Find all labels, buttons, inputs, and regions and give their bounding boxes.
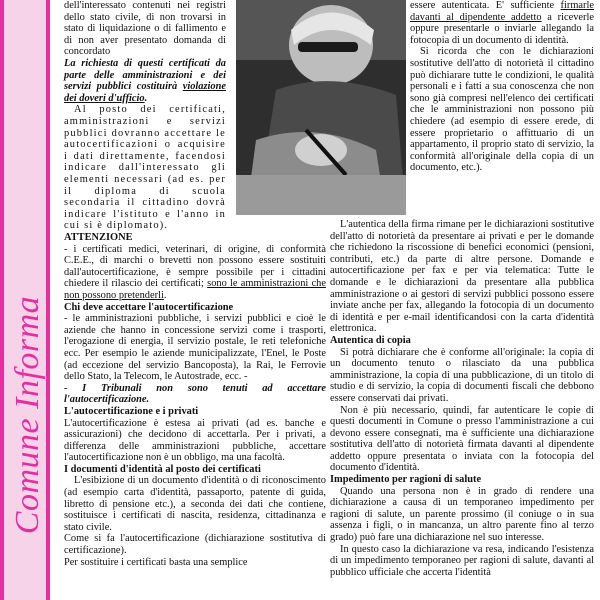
section-heading: ATTENZIONE [64,232,133,243]
paragraph: Non è più necessario, quindi, far autenticare le copie di questi documenti in Comune o presso l'amministrazione a cui devono essere consegnati, ma è sufficiente una dichiarazione sostitutiva dell'atto di notorietà firmata davanti al dipendente addetto oppure presentata o inviata con la fotocopia del documento d'identità. [330,404,594,474]
section-heading: Autentica di copia [330,334,411,346]
person-signing-icon [236,0,406,215]
paragraph: La richiesta di questi certificati da parte delle amministrazioni e dei servizi pubblici costituirà violazione dei doveri d'ufficio. [64,57,226,104]
paragraph: Per sostituire i certificati basta una semplice [64,556,248,568]
paragraph: - I Tribunali non sono tenuti ad accettare l'autocertificazione. [64,382,326,406]
paragraph: dell'interessato contenuti nei registri dello stato civile, di non trovarsi in stato di liquidazione o di fallimento e di non aver presentato domanda di concordato [64,0,226,58]
section-heading: L'autocertificazione e i privati [64,405,199,417]
paragraph: - le amministrazioni pubbliche, i servizi pubblici e cioè le aziende che hanno in concessione servizi come i trasporti, l'erogazione di energia, il servizio postale, le reti telefoniche ecc. Per esempio le aziende municipalizzate, l'Enel, le Poste (ad eccezione del servizio Bancoposta), la Rai, le Ferrovie dello Stato, la Telecom, le Autostrade, ecc. - [64,313,326,383]
paragraph: Come si fa l'autocertificazione (dichiarazione sostitutiva di certificazione). [64,533,326,557]
paragraph: - i certificati medici, veterinari, di origine, di conformità C.E.E., di marchi o brevetti non possono essere sostituiti dall'autocertificazione, è sempre possibile per i cittadini chiedere il rilascio dei certificati; sono le amministrazioni che non possono pretenderli. [64,243,326,301]
section-heading: I documenti d'identità al posto dei certificati [64,463,261,475]
paragraph: L'autocertificazione è estesa ai privati (ad es. banche e assicurazioni) che decidono di accettarla. Per i privati, a differenza delle amministrazioni pubbliche, accettare l'autocertificazione non è un obbligo, ma una facoltà. [64,417,326,464]
paragraph: essere autenticata. E' sufficiente firmarle davanti al dipendente addetto a riceverle oppure presentarle o inviarle allegando la fotocopia di un documento di identità. [410,0,594,46]
paragraph: In questo caso la dichiarazione va resa, indicando l'esistenza di un impedimento temporaneo per ragioni di salute, davanti al pubblico ufficiale che accerta l'identità [330,543,594,578]
sidebar-band [0,0,50,600]
section-heading: Impedimento per ragioni di salute [330,474,482,486]
right-column-top [410,0,594,174]
newsletter-title: Comune Informa [9,295,46,535]
section-heading: Chi deve accettare l'autocertificazione [64,301,234,313]
paragraph: L'autentica della firma rimane per le dichiarazioni sostitutive dell'atto di notorietà da presentare ai privati e per le domande che richiedono la riscossione di benefici economici (pensioni, contributi, etc.) da parte di altre persone. Domande e autocertificazione per fax e per via telematica: Tutte le domande e le dichiarazioni da presentare alla pubblica amministrazione o ai gestori di servizi pubblici possono essere inviate anche per fax, allegando la fotocopia di un documento di identità e per e-mail identificandosi con la carta d'identità elettronica. [330,219,594,335]
paragraph: Al posto dei certificati, amministrazioni e servizi pubblici dovranno accettare le autocertificazioni o acquisire i dati direttamente, facendosi indicare dall'interessato gli elementi necessari (ad es. per il diploma di scuola secondaria il cittadino dovrà indicare l'istituto e l'anno in cui si è diplomato). [64,104,226,232]
right-column-bottom [330,219,594,578]
paragraph: L'esibizione di un documento d'identità o di riconoscimento (ad esempio carta d'identità, passaporto, patente di guida, libretto di pensione etc.), a seconda dei dati che contiene, sostituisce i certificati di nascita, residenza, cittadinanza e stato civile. [64,475,326,533]
left-column-top [64,0,226,232]
paragraph: Quando una persona non è in grado di rendere una dichiarazione a causa di un temporaneo impedimento per ragioni di salute, un parente prossimo (il coniuge o in sua assenza i figli, o in mancanza, un altro parente fino al terzo grado) può fare una dichiarazione nel suo interesse. [330,485,594,544]
left-column-bottom [64,232,326,568]
paragraph: Si potrà dichiarare che è conforme all'originale: la copia di un documento tenuto o rilasciato da una pubblica amministrazione, la copia di una pubblicazione, di un titolo di studio e di servizio, la copia di documenti fiscali che debbono essere conservati dai privati. [330,346,594,404]
paragraph: Si ricorda che con le dichiarazioni sostitutive dell'atto di notorietà il cittadino può dichiarare tutte le condizioni, le qualità personali e i fatti a sua conoscenza che non sono già compresi nell'elenco dei certificati che le amministrazioni non possono più chiedere (ad esempio di essere erede, di essere proprietario o affittuario di un appartamento, il proprio stato di servizio, la conformità all'originale della copia di un documento, etc.). [410,46,594,174]
